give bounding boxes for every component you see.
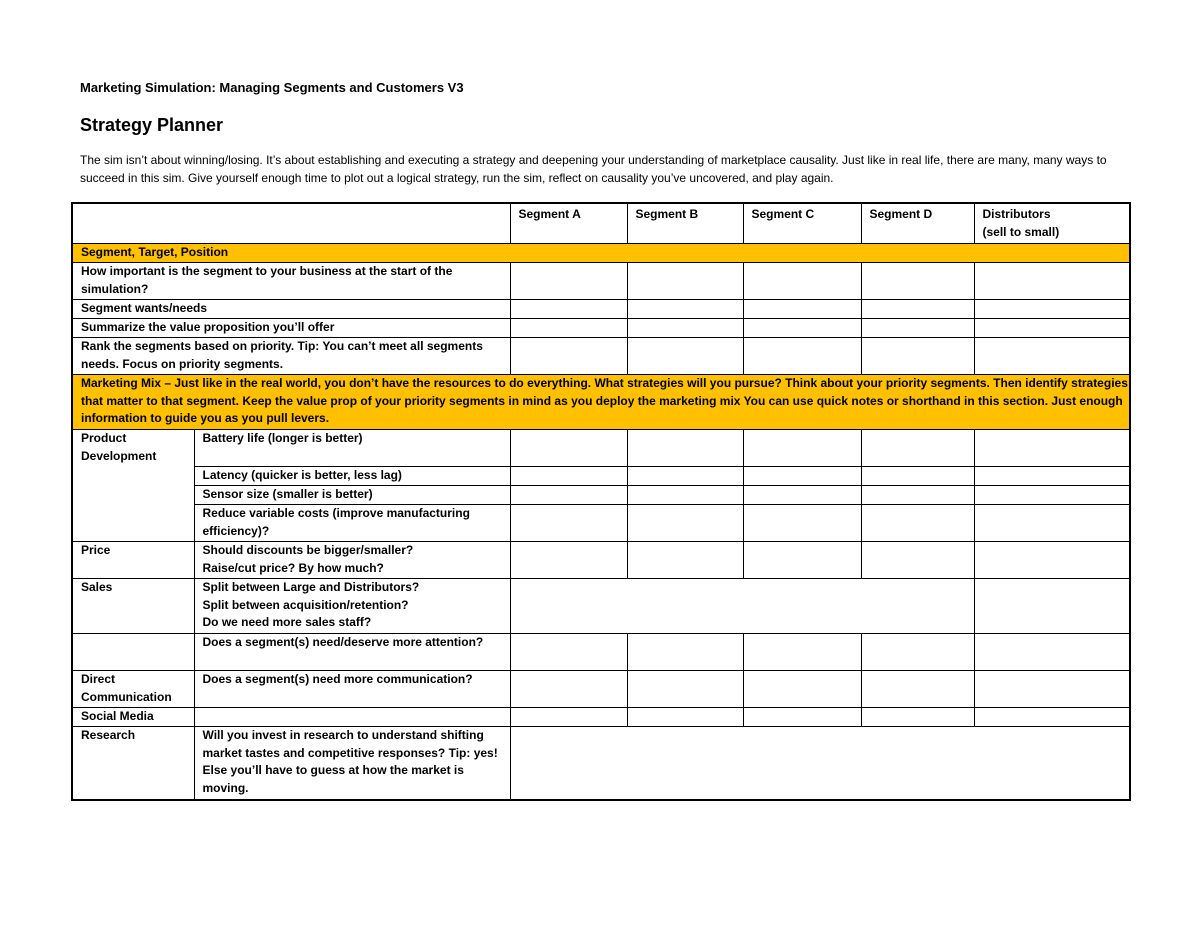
input-cell[interactable] — [861, 263, 974, 300]
row-label-battery-life: Battery life (longer is better) — [194, 430, 510, 467]
header-blank-cell — [72, 203, 510, 244]
row-label-social-media: Social Media — [72, 708, 194, 727]
table-header-row — [72, 203, 1130, 244]
blank-label-cell — [72, 634, 194, 671]
price-question-discounts: Should discounts be bigger/smaller? — [202, 543, 414, 557]
input-cell[interactable] — [627, 338, 743, 375]
table-row — [72, 671, 1130, 708]
input-cell[interactable] — [627, 542, 743, 579]
input-cell[interactable] — [627, 430, 743, 467]
section-row-marketing-mix — [72, 375, 1130, 430]
table-row — [72, 634, 1130, 671]
table-row — [72, 467, 1130, 486]
intro-paragraph: The sim isn’t about winning/losing. It’s about establishing and executing a strategy and deepening your understanding of marketplace causality. Just like in real life, there are many, many ways to succeed in this sim. Give yourself enough time to plot out a logical strategy, run the sim, reflect on causality you’ve uncovered, and play again. — [80, 153, 1107, 185]
input-cell[interactable] — [861, 338, 974, 375]
input-cell[interactable] — [743, 263, 861, 300]
input-cell[interactable] — [974, 634, 1130, 671]
section-label-marketing-mix: Marketing Mix – Just like in the real world, you don’t have the resources to do everything. What strategies will you pursue? Think about your priority segments. Then identify strategies that matter to that segment. Keep the value prop of your priority segments in mind as you deploy the marketing mix You can use quick notes or shorthand in this section. Just enough information to guide you as you pull levers. — [72, 375, 1130, 430]
table-row — [72, 579, 1130, 634]
input-cell[interactable] — [743, 319, 861, 338]
input-cell[interactable] — [861, 430, 974, 467]
distributors-label: Distributors — [982, 207, 1051, 221]
row-label-variable-costs: Reduce variable costs (improve manufacturing efficiency)? — [194, 505, 510, 542]
planner-heading: Strategy Planner — [80, 115, 224, 135]
input-cell[interactable] — [974, 338, 1130, 375]
input-cell[interactable] — [627, 467, 743, 486]
row-label-research: Research — [72, 727, 194, 801]
document-title: Marketing Simulation: Managing Segments and Customers V3 — [80, 80, 464, 95]
input-cell[interactable] — [627, 505, 743, 542]
input-cell[interactable] — [743, 467, 861, 486]
row-label-sales-questions — [194, 579, 510, 634]
input-cell[interactable] — [510, 708, 627, 727]
row-label-importance: How important is the segment to your business at the start of the simulation? — [72, 263, 510, 300]
sales-question-sales-staff: Do we need more sales staff? — [202, 615, 372, 629]
row-label-direct-communication: Direct Communication — [72, 671, 194, 708]
input-cell[interactable] — [974, 467, 1130, 486]
input-cell[interactable] — [743, 634, 861, 671]
input-cell[interactable] — [974, 671, 1130, 708]
input-cell[interactable] — [510, 505, 627, 542]
header-distributors — [974, 203, 1130, 244]
input-cell[interactable] — [510, 671, 627, 708]
row-label-value-proposition: Summarize the value proposition you’ll offer — [72, 319, 510, 338]
sales-question-large-distributors: Split between Large and Distributors? — [202, 580, 420, 594]
input-cell[interactable] — [861, 708, 974, 727]
section-row-stp — [72, 244, 1130, 263]
table-row — [72, 338, 1130, 375]
row-label-communication-question: Does a segment(s) need more communication? — [194, 671, 510, 708]
input-cell[interactable] — [974, 486, 1130, 505]
input-cell[interactable] — [510, 263, 627, 300]
input-cell[interactable] — [861, 505, 974, 542]
price-question-raise-cut: Raise/cut price? By how much? — [202, 560, 384, 575]
table-row — [72, 708, 1130, 727]
input-cell[interactable] — [974, 542, 1130, 579]
input-cell[interactable] — [627, 708, 743, 727]
input-cell[interactable] — [743, 505, 861, 542]
table-row — [72, 319, 1130, 338]
input-cell[interactable] — [861, 467, 974, 486]
row-label-rank-segments: Rank the segments based on priority. Tip: You can’t meet all segments needs. Focus on priority segments. — [72, 338, 510, 375]
input-cell[interactable] — [510, 300, 627, 319]
input-cell[interactable] — [974, 263, 1130, 300]
table-row — [72, 263, 1130, 300]
header-segment-b: Segment B — [627, 203, 743, 244]
row-label-wants-needs: Segment wants/needs — [72, 300, 510, 319]
input-cell[interactable] — [861, 542, 974, 579]
input-cell[interactable] — [743, 300, 861, 319]
row-label-latency: Latency (quicker is better, less lag) — [194, 467, 510, 486]
input-cell[interactable] — [861, 319, 974, 338]
table-row — [72, 727, 1130, 801]
input-cell[interactable] — [510, 319, 627, 338]
input-cell[interactable] — [974, 319, 1130, 338]
input-cell[interactable] — [743, 430, 861, 467]
input-cell[interactable] — [861, 671, 974, 708]
table-row — [72, 486, 1130, 505]
table-row — [72, 505, 1130, 542]
row-label-sales: Sales — [72, 579, 194, 634]
input-cell[interactable] — [743, 338, 861, 375]
input-cell[interactable] — [974, 430, 1130, 467]
input-cell-wide[interactable] — [510, 727, 1130, 801]
section-label-stp: Segment, Target, Position — [72, 244, 1130, 263]
input-cell[interactable] — [627, 671, 743, 708]
input-cell[interactable] — [743, 671, 861, 708]
row-label-price: Price — [72, 542, 194, 579]
row-label-research-question: Will you invest in research to understand shifting market tastes and competitive responses? Tip: yes! Else you’ll have to guess at how the market is moving. — [194, 727, 510, 801]
input-cell[interactable] — [861, 300, 974, 319]
input-cell[interactable] — [974, 579, 1130, 634]
input-cell[interactable] — [861, 634, 974, 671]
header-segment-a: Segment A — [510, 203, 627, 244]
input-cell[interactable] — [627, 486, 743, 505]
input-cell[interactable] — [510, 467, 627, 486]
input-cell[interactable] — [974, 505, 1130, 542]
input-cell[interactable] — [974, 708, 1130, 727]
input-cell[interactable] — [510, 430, 627, 467]
input-cell[interactable] — [627, 300, 743, 319]
input-cell[interactable] — [510, 542, 627, 579]
blank-label-cell — [194, 708, 510, 727]
table-row — [72, 430, 1130, 467]
input-cell[interactable] — [861, 486, 974, 505]
input-cell[interactable] — [510, 486, 627, 505]
table-row — [72, 542, 1130, 579]
table-row — [72, 300, 1130, 319]
input-cell[interactable] — [743, 486, 861, 505]
input-cell[interactable] — [627, 634, 743, 671]
input-cell-wide[interactable] — [510, 579, 974, 634]
row-label-price-questions — [194, 542, 510, 579]
distributors-note: (sell to small) — [982, 224, 1060, 239]
input-cell[interactable] — [510, 634, 627, 671]
header-segment-c: Segment C — [743, 203, 861, 244]
input-cell[interactable] — [974, 300, 1130, 319]
sales-question-acquisition-retention: Split between acquisition/retention? — [202, 597, 409, 612]
input-cell[interactable] — [627, 319, 743, 338]
row-label-product-development: Product Development — [72, 430, 194, 542]
input-cell[interactable] — [743, 542, 861, 579]
row-label-sensor-size: Sensor size (smaller is better) — [194, 486, 510, 505]
input-cell[interactable] — [743, 708, 861, 727]
input-cell[interactable] — [627, 263, 743, 300]
strategy-planner-table — [71, 202, 1131, 801]
header-segment-d: Segment D — [861, 203, 974, 244]
input-cell[interactable] — [510, 338, 627, 375]
row-label-segment-attention: Does a segment(s) need/deserve more attention? — [194, 634, 510, 671]
